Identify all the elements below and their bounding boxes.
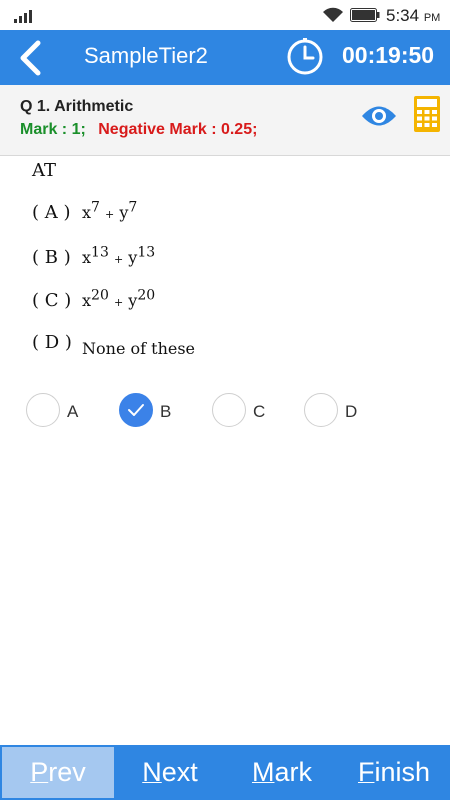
radio-circle-checked[interactable]: [119, 393, 153, 427]
negative-mark-value: Negative Mark : 0.25;: [98, 121, 258, 138]
app-bar: [0, 30, 450, 85]
eye-icon[interactable]: [360, 103, 398, 129]
signal-icon: [14, 9, 36, 23]
clock-icon: [286, 38, 324, 76]
answer-label: C: [253, 402, 266, 421]
option-label: ( A ): [32, 202, 71, 224]
question-text: AT: [32, 160, 57, 181]
finish-button[interactable]: Finish: [357, 757, 431, 787]
answer-choices: [0, 393, 450, 433]
answer-choice-b[interactable]: [119, 393, 179, 429]
exam-title: SampleTier2: [84, 43, 208, 68]
mark-value: Mark : 1;: [20, 121, 86, 138]
option-text: None of these: [82, 339, 196, 358]
answer-label: A: [67, 402, 79, 421]
answer-label: D: [345, 402, 358, 421]
next-button[interactable]: Next: [142, 757, 198, 787]
checkmark-icon: [127, 402, 145, 418]
option-a: [32, 200, 137, 223]
option-d: [32, 332, 196, 358]
option-label: ( D ): [32, 332, 72, 353]
back-arrow-icon[interactable]: [16, 40, 44, 76]
calculator-icon[interactable]: [414, 96, 440, 132]
wifi-icon: [322, 7, 344, 23]
mark-button[interactable]: Mark: [251, 757, 312, 787]
prev-button[interactable]: Prev: [2, 747, 114, 798]
option-expression: $x^{20} + y^{20}$: [82, 288, 156, 311]
option-label: ( C ): [32, 290, 72, 312]
question-title: Q 1. Arithmetic: [20, 98, 134, 115]
option-b: [32, 245, 155, 268]
answer-choice-d[interactable]: [304, 393, 364, 429]
radio-circle[interactable]: [212, 393, 246, 427]
bottom-nav-bar: [0, 745, 450, 800]
countdown-timer: 00:19:50: [342, 42, 435, 68]
battery-icon: [350, 8, 380, 22]
answer-choice-a[interactable]: [26, 393, 86, 429]
answer-choice-c[interactable]: [212, 393, 272, 429]
status-bar: [0, 0, 450, 30]
question-header: [0, 85, 450, 156]
answer-label: B: [160, 402, 172, 421]
option-c: [32, 288, 155, 311]
option-label: ( B ): [32, 247, 71, 269]
status-time: 5:34 PM: [386, 6, 441, 25]
option-expression: $x^7 + y^7$: [82, 200, 138, 223]
radio-circle[interactable]: [26, 393, 60, 427]
radio-circle[interactable]: [304, 393, 338, 427]
option-expression: $x^{13} + y^{13}$: [82, 245, 156, 268]
marks-info: [20, 121, 257, 139]
